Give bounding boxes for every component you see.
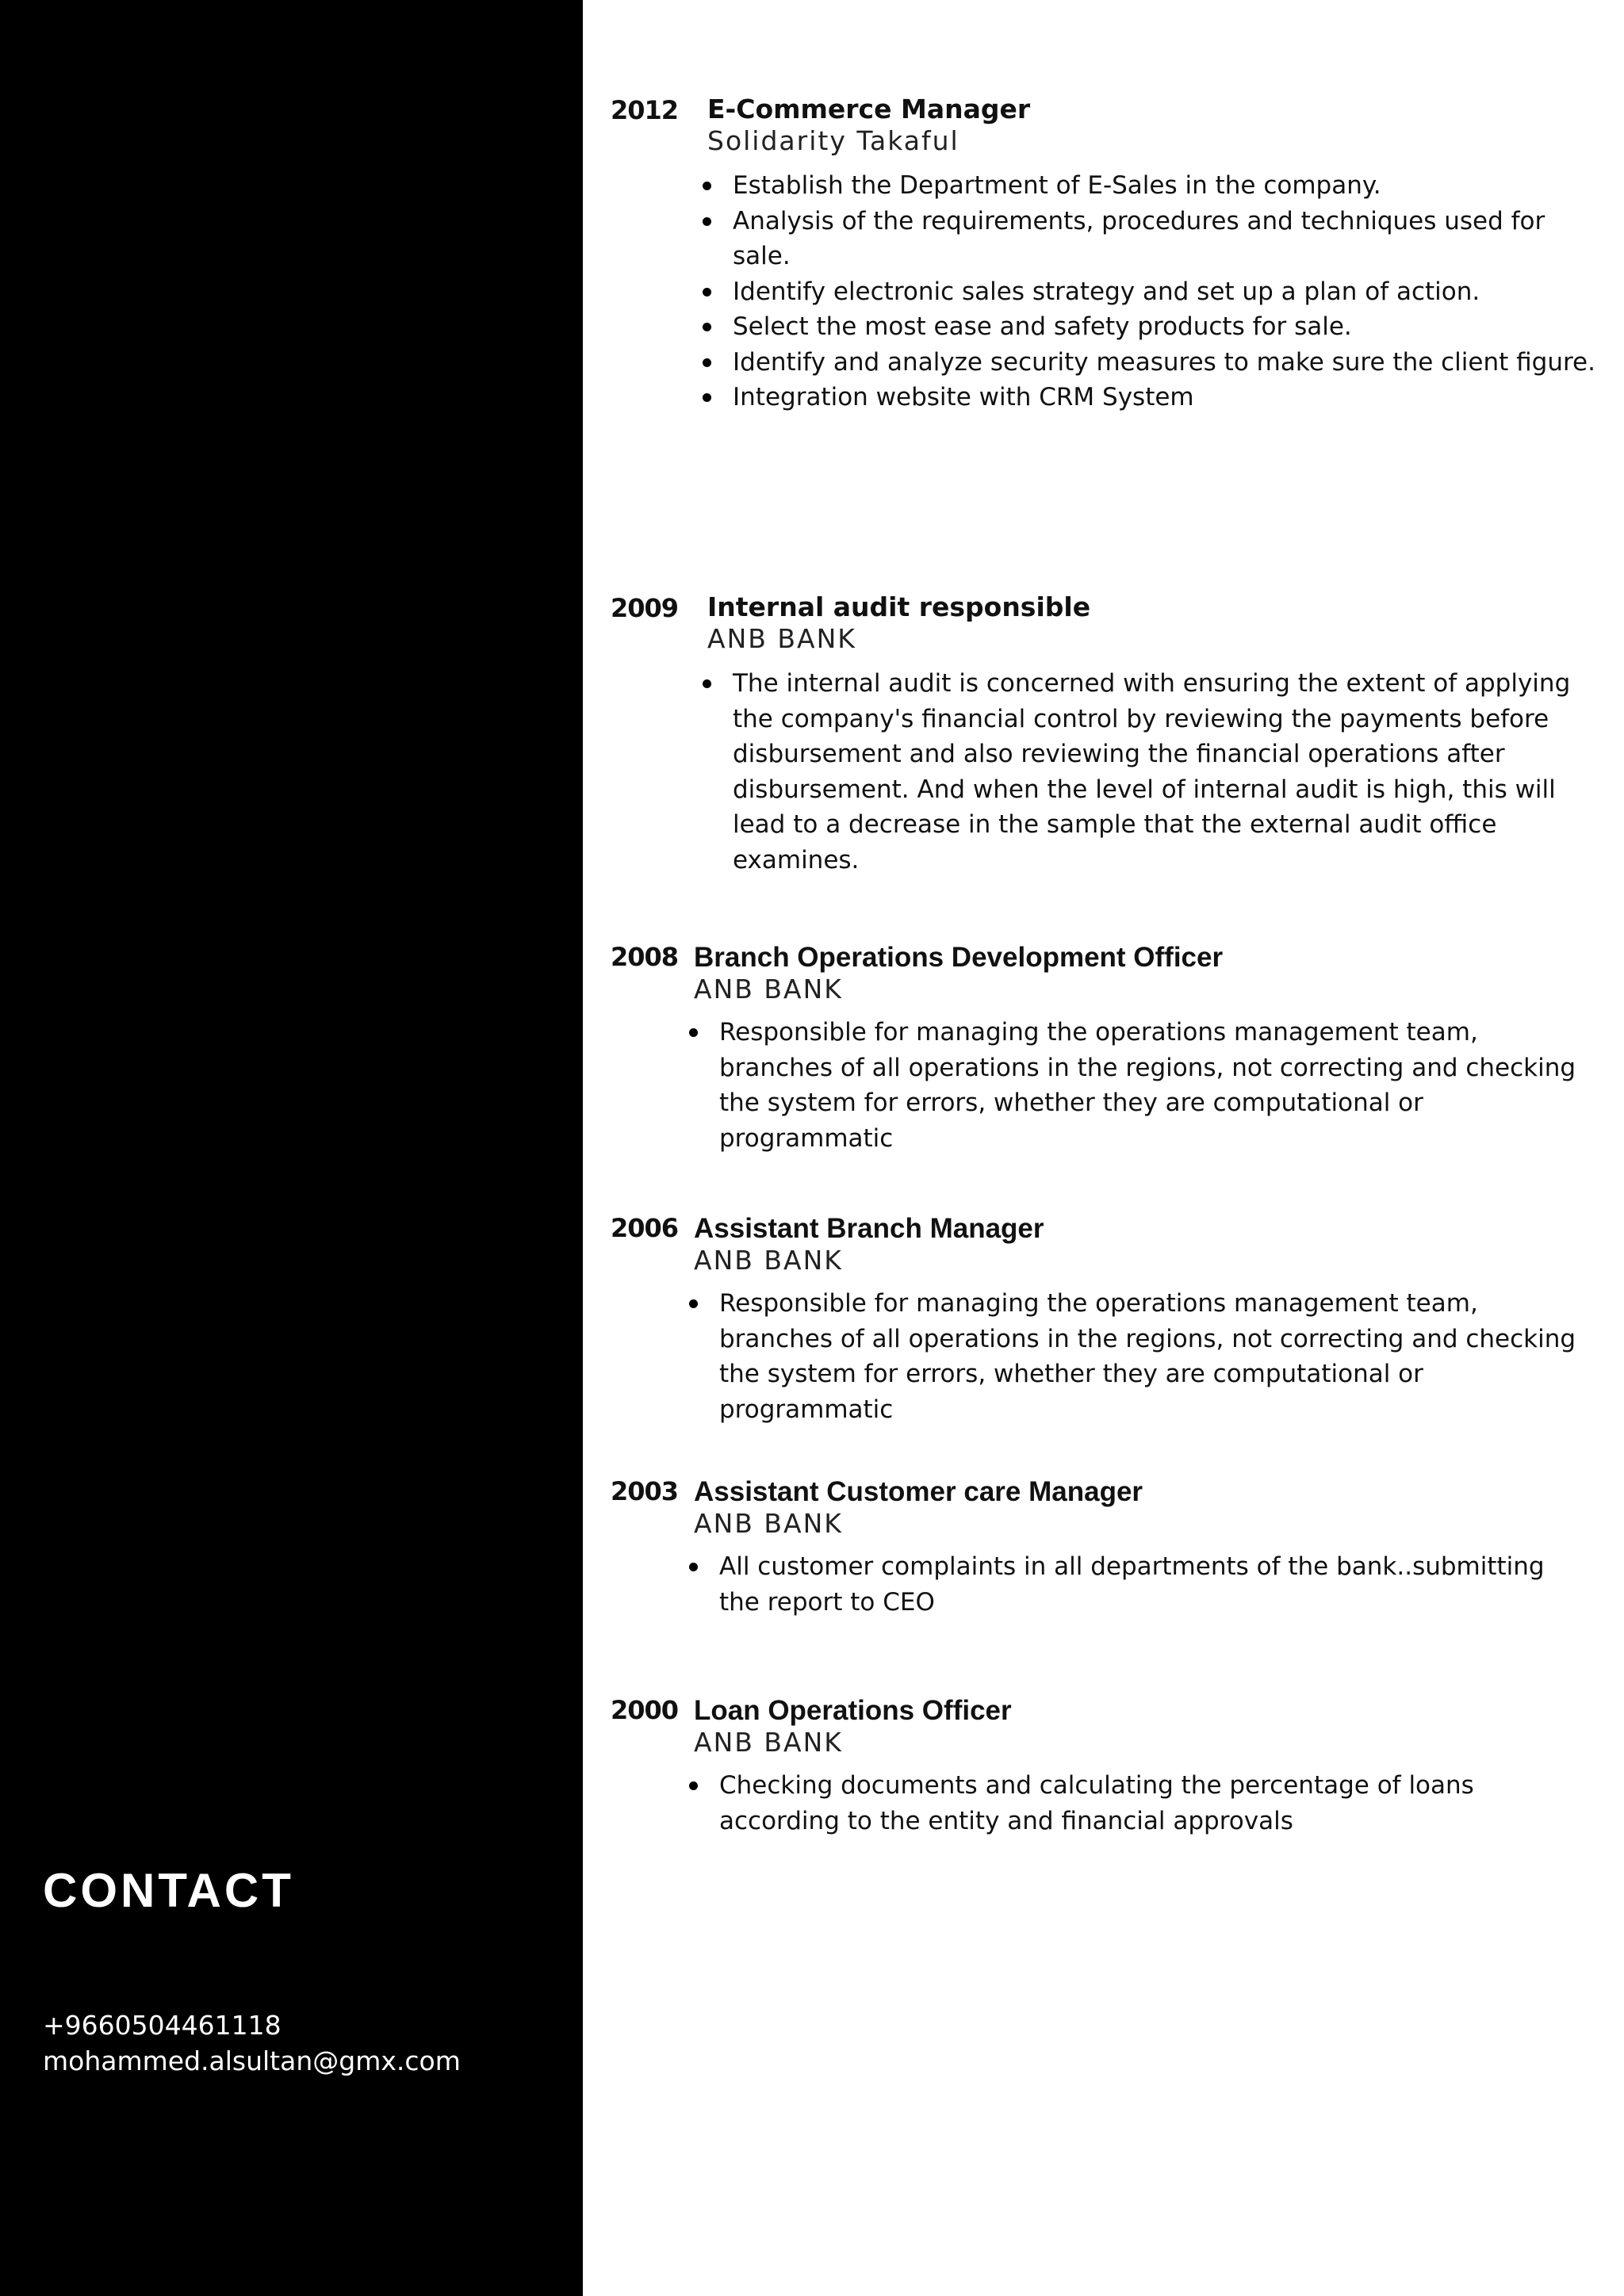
job-title: Loan Operations Officer [694,1695,1012,1726]
responsibility-item: Establish the Department of E-Sales in the company. [703,168,1603,204]
experience-heading [707,94,1030,157]
responsibility-list [689,1549,1585,1620]
experience-heading [694,1476,1143,1540]
experience-year: 2003 [611,1476,679,1506]
responsibility-item: Responsible for managing the operations management team, branches of all operations in the regions, not correcting and checking the system for errors, whether they are computational or programmatic [689,1286,1585,1427]
experience-year: 2006 [611,1213,679,1243]
contact-email: mohammed.alsultan@gmx.com [43,2045,461,2076]
responsibility-list [703,168,1603,415]
company-name: ANB BANK [694,1508,843,1539]
contact-phone: +9660504461118 [43,2010,282,2041]
company-name: Solidarity Takaful [707,125,959,156]
job-title: Assistant Branch Manager [694,1213,1044,1244]
responsibility-item: Identify electronic sales strategy and set up a plan of action. [703,274,1603,310]
experience-heading [694,942,1223,1005]
contact-heading: CONTACT [43,1864,294,1917]
experience-heading [707,591,1090,655]
responsibility-item: Identify and analyze security measures to make sure the client figure. [703,345,1603,381]
company-name: ANB BANK [707,623,856,654]
sidebar [0,0,583,2296]
job-title: Internal audit responsible [707,591,1091,622]
responsibility-item: Select the most ease and safety products for sale. [703,309,1603,345]
responsibility-list [703,666,1603,878]
responsibility-list [689,1768,1585,1839]
experience-year: 2009 [611,593,679,623]
job-title: E-Commerce Manager [707,94,1031,124]
job-title: Assistant Customer care Manager [694,1476,1143,1507]
experience-year: 2012 [611,95,679,125]
responsibility-item: Checking documents and calculating the percentage of loans according to the entity and financial approvals [689,1768,1585,1839]
experience-heading [694,1213,1044,1276]
responsibility-item: Responsible for managing the operations management team, branches of all operations in the regions, not correcting and checking the system for errors, whether they are computational or programmatic [689,1015,1585,1156]
job-title: Branch Operations Development Officer [694,942,1224,973]
experience-heading [694,1695,1012,1758]
experience-year: 2000 [611,1695,679,1725]
company-name: ANB BANK [694,1245,843,1276]
experience-year: 2008 [611,942,679,972]
responsibility-list [689,1286,1585,1427]
company-name: ANB BANK [694,974,843,1004]
responsibility-list [689,1015,1585,1156]
responsibility-item: All customer complaints in all departments of the bank..submitting the report to CEO [689,1549,1585,1620]
responsibility-item: Integration website with CRM System [703,380,1603,415]
responsibility-item: The internal audit is concerned with ensuring the extent of applying the company's financial control by reviewing the payments before disbursement and also reviewing the financial operations after disbursement. And when the level of internal audit is high, this will lead to a decrease in the sample that the external audit office examines. [703,666,1603,878]
responsibility-item: Analysis of the requirements, procedures and techniques used for sale. [703,204,1603,274]
company-name: ANB BANK [694,1727,843,1758]
